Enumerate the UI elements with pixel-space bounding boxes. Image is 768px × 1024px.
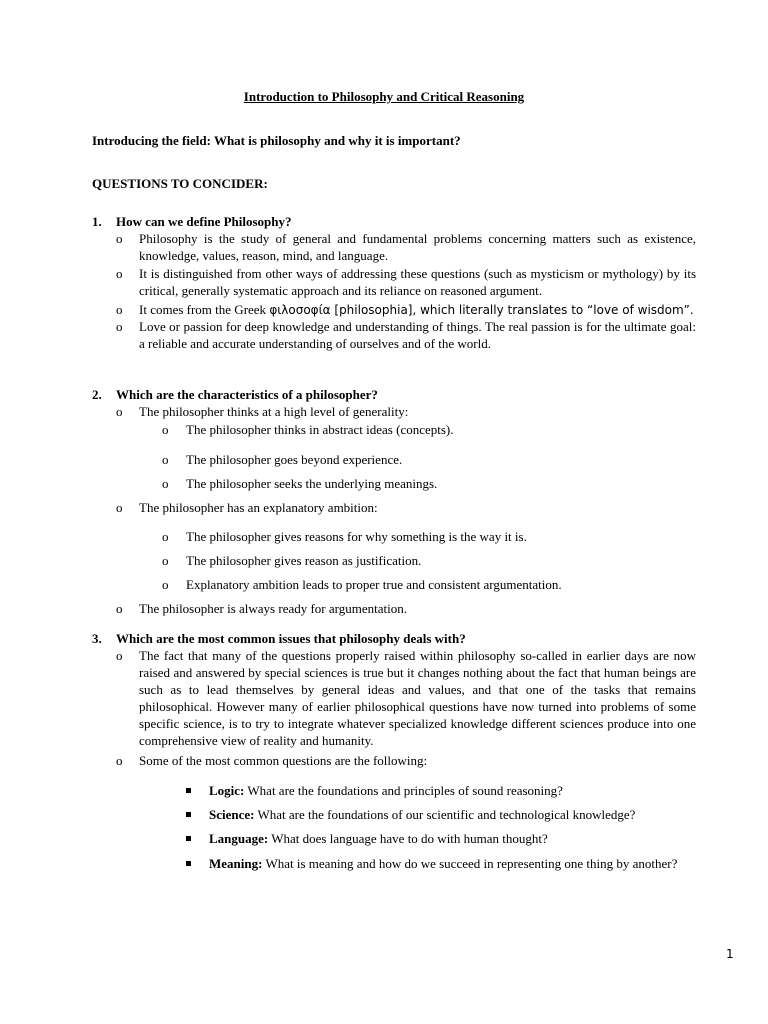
- q1-question: How can we define Philosophy?: [116, 214, 292, 229]
- q3-item-science: [209, 806, 696, 823]
- q3-bullet-1: The fact that many of the questions properly raised within philosophy so-called in earlier days are now raised and answered by special sciences is true but it changes nothing about the fact that human beings are such as to lead themselves by general ideas and values, and that one of the tasks that remains philosophical. However many of earlier philosophical questions have now turned into problems of some specific science, is to try to integrate whatever specialized knowledge different sciences produce into one comprehensive view of reality and humanity.: [139, 648, 696, 748]
- q2-number: 2.: [92, 387, 102, 402]
- q3-item-term: Language:: [209, 831, 269, 846]
- bullet-marker: o: [162, 529, 169, 544]
- bullet-marker: o: [162, 577, 169, 592]
- bullet-marker: o: [116, 231, 123, 246]
- bullet-marker: o: [162, 553, 169, 568]
- q3-bullet-2: Some of the most common questions are the following:: [139, 753, 428, 768]
- bullet-marker: o: [162, 452, 169, 467]
- q3-number: 3.: [92, 631, 102, 646]
- bullet-marker: o: [116, 302, 123, 317]
- q1-bullet-3-greek: φιλοσοφία [philosophia], which literally translates to “love of wisdom”.: [269, 303, 694, 317]
- q2-bullet-2-sub-2: The philosopher gives reason as justification.: [186, 553, 422, 568]
- q3-item-meaning: [209, 855, 696, 872]
- document-title: Introduction to Philosophy and Critical Reasoning: [243, 89, 525, 104]
- q2-bullet-2-sub-3: Explanatory ambition leads to proper true and consistent argumentation.: [186, 577, 562, 592]
- q3-item-text: What does language have to do with human thought?: [268, 831, 548, 846]
- q1-bullet-3-text: It comes from the Greek: [139, 302, 270, 317]
- q1-bullet-3: [139, 301, 694, 319]
- q3-item-text: What is meaning and how do we succeed in representing one thing by another?: [262, 856, 678, 871]
- intro-heading: Introducing the field: What is philosophy and why it is important?: [92, 133, 461, 148]
- q3-item-term: Meaning:: [209, 856, 263, 871]
- q3-item-term: Science:: [209, 807, 255, 822]
- q2-question: Which are the characteristics of a philosopher?: [116, 387, 378, 402]
- bullet-marker: o: [116, 404, 123, 419]
- q3-item-text: What are the foundations of our scientific and technological knowledge?: [254, 807, 636, 822]
- bullet-marker: o: [116, 601, 123, 616]
- q2-bullet-1-sub-2: The philosopher goes beyond experience.: [186, 452, 403, 467]
- q2-bullet-1-sub-1: The philosopher thinks in abstract ideas (concepts).: [186, 422, 454, 437]
- bullet-marker: o: [116, 648, 123, 663]
- q1-bullet-1: Philosophy is the study of general and fundamental problems concerning matters such as existence, knowledge, values, reason, mind, and language.: [139, 231, 696, 263]
- square-bullet-icon: [186, 861, 191, 866]
- bullet-marker: o: [162, 476, 169, 491]
- q2-bullet-3: The philosopher is always ready for argumentation.: [139, 601, 407, 616]
- q2-bullet-1-sub-3: The philosopher seeks the underlying meanings.: [186, 476, 438, 491]
- bullet-marker: o: [116, 753, 123, 768]
- square-bullet-icon: [186, 836, 191, 841]
- questions-heading: QUESTIONS TO CONCIDER:: [92, 176, 268, 191]
- q2-bullet-1: The philosopher thinks at a high level of generality:: [139, 404, 409, 419]
- bullet-marker: o: [116, 266, 123, 281]
- q3-item-term: Logic:: [209, 783, 245, 798]
- q3-item-logic: [209, 782, 696, 799]
- q2-bullet-2: The philosopher has an explanatory ambition:: [139, 500, 378, 515]
- bullet-marker: o: [116, 319, 123, 334]
- q2-bullet-2-sub-1: The philosopher gives reasons for why something is the way it is.: [186, 529, 527, 544]
- q3-item-language: [209, 830, 696, 847]
- q3-item-text: What are the foundations and principles of sound reasoning?: [244, 783, 563, 798]
- q3-question: Which are the most common issues that philosophy deals with?: [116, 631, 466, 646]
- square-bullet-icon: [186, 812, 191, 817]
- q1-bullet-4: Love or passion for deep knowledge and understanding of things. The real passion is for the ultimate goal: a reliable and accurate understanding of ourselves and of the world.: [139, 319, 696, 351]
- page-number: 1: [726, 947, 734, 961]
- q1-bullet-2: It is distinguished from other ways of addressing these questions (such as mysticism or mythology) by its critical, generally systematic approach and its reliance on reasoned argument.: [139, 266, 696, 298]
- q1-number: 1.: [92, 214, 102, 229]
- square-bullet-icon: [186, 788, 191, 793]
- bullet-marker: o: [116, 500, 123, 515]
- bullet-marker: o: [162, 422, 169, 437]
